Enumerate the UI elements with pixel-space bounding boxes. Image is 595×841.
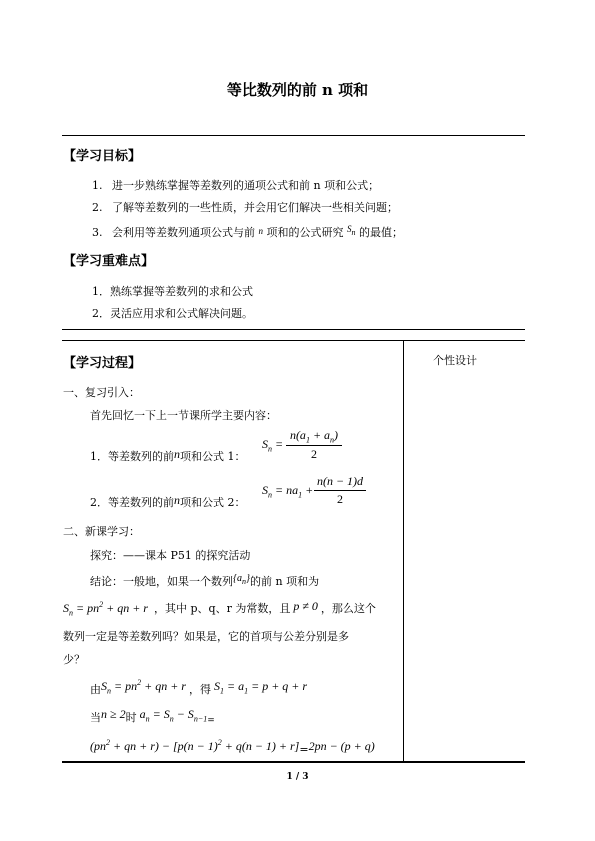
math-n-geq-2: n ≥ 2 (101, 707, 126, 721)
condition-b: ，那么这个 (320, 602, 376, 615)
keypoint-item-1: 1．熟练掌握等差数列的求和公式 (92, 285, 253, 298)
step1-line (90, 678, 307, 697)
column-divider (403, 340, 404, 761)
step3-line (90, 738, 375, 756)
goal-item-2 (92, 199, 398, 215)
step1-a: 由 (90, 683, 101, 696)
goal-num: 3. (92, 226, 103, 239)
math-n: n (258, 226, 263, 236)
condition-a: ，其中 p、q、r 为常数，且 (153, 602, 291, 615)
process-heading: 【学习过程】 (63, 356, 142, 371)
step1-b: ，得 (188, 683, 211, 696)
question-line-1: 数列一定是等差数列吗？如果是，它的首项与公差分别是多 (63, 630, 349, 643)
goal-text: 进一步熟练掌握等差数列的通项公式和前 n 项和公式； (112, 179, 380, 192)
new-heading: 二、新课学习： (63, 525, 140, 538)
formula2-fraction: $\frac{n(n - 1)d}{2}$ (314, 474, 366, 507)
goal-text-b: 项和的公式研究 (266, 226, 344, 239)
math-result: 2pn − (p + q) (308, 739, 375, 753)
conclusion-line (90, 573, 319, 589)
formula1-label-b: 项和公式 1： (180, 450, 246, 463)
conclusion-b: 的前 n 项和为 (250, 575, 320, 588)
goal-text-a: 会利用等差数列通项公式与前 (112, 226, 255, 239)
step2-a: 当 (90, 711, 101, 724)
goal-item-3 (92, 224, 403, 240)
goal-text-c: 的最值； (359, 226, 403, 239)
keypoints-heading: 【学习重难点】 (63, 254, 155, 269)
goal-num: 1. (92, 179, 103, 192)
formula2-label-a: 2．等差数列的前 (90, 496, 174, 509)
formula1-label (90, 447, 246, 464)
review-heading: 一、复习引入： (63, 386, 140, 399)
math-p-neq-0: p ≠ 0 (293, 599, 318, 613)
divider-mid (62, 329, 525, 330)
divider-bottom (62, 761, 525, 763)
step3-eq: = (299, 743, 309, 756)
step2-line (90, 707, 215, 726)
page-title: 等比数列的前 n 项和 (226, 81, 369, 99)
formula2-lhs: $S_n = na_1$ + (262, 483, 314, 500)
divider-top (62, 135, 525, 136)
divider-mid-2 (62, 340, 525, 341)
math-sn-poly-2: $S_n = pn^2$ + qn + r (101, 678, 186, 696)
goal-text: 了解等差数列的一些性质，并会用它们解决一些相关问题； (112, 201, 398, 214)
step2-eq: = (207, 716, 215, 726)
explore-text: 探究：——课本 P51 的探究活动 (90, 549, 251, 562)
question-line-2: 少？ (63, 653, 85, 666)
conclusion-a: 结论：一般地，如果一个数列 (90, 575, 233, 588)
math-an-seq: $\{a_n\}$ (233, 573, 250, 586)
page-number: 1 / 3 (286, 772, 309, 782)
math-sn-poly: $S_n = pn^2$ + qn + r (63, 600, 148, 618)
condition-line (63, 599, 376, 617)
formula1-label-a: 1．等差数列的前 (90, 450, 174, 463)
goals-heading: 【学习目标】 (63, 149, 142, 164)
math-expansion: ($pn^2$ + qn + $r) - [p(n - 1)^2 + q(n - 1) + r]$ (90, 738, 300, 753)
formula1-lhs: $S_n$ = (262, 437, 284, 454)
formula2-label (90, 493, 246, 510)
math-n: n (174, 493, 180, 507)
goal-item-1 (92, 177, 379, 193)
side-heading: 个性设计 (433, 354, 477, 367)
keypoint-item-2: 2．灵活应用求和公式解决问题。 (92, 307, 253, 320)
review-intro: 首先回忆一下上一节课所学主要内容： (90, 409, 277, 422)
math-n: n (174, 447, 180, 461)
math-an-diff: $a_n = S_n - S_{n-1}$ (139, 707, 208, 724)
goal-num: 2. (92, 201, 103, 214)
formula2-label-b: 项和公式 2： (180, 496, 246, 509)
formula1-fraction: $\frac{n(a_1 + a_n)}{2}$ (286, 428, 342, 462)
math-Sn: Sn (347, 224, 356, 237)
math-s1: $S_1 = a_1 = p + q + r$ (213, 679, 308, 696)
step2-b: 时 (125, 711, 137, 724)
